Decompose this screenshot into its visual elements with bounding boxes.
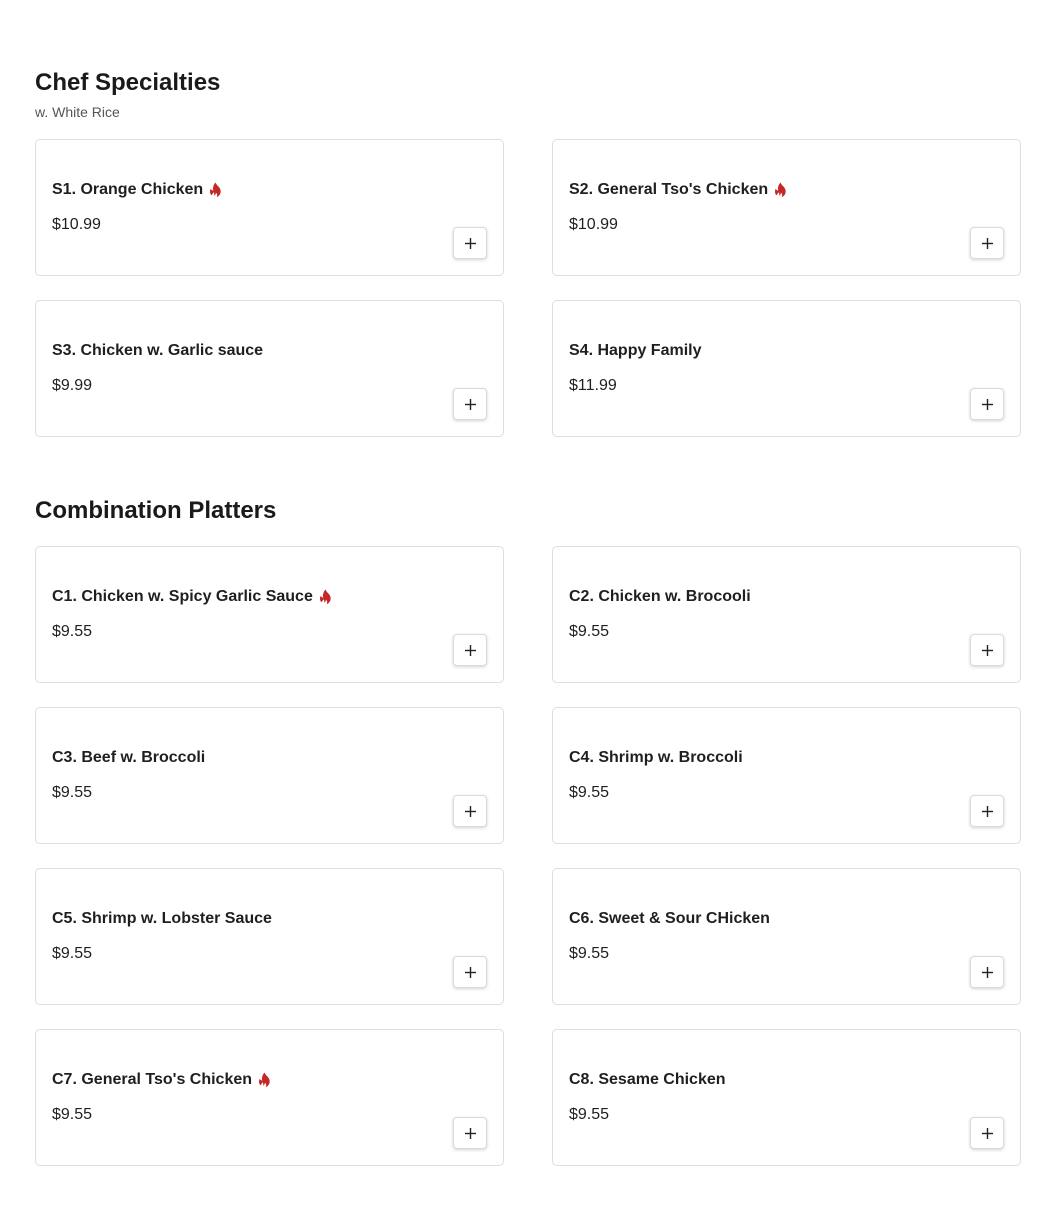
menu-item-price: $10.99 xyxy=(52,216,101,233)
menu-item-price: $10.99 xyxy=(569,216,618,233)
add-to-cart-button[interactable] xyxy=(453,634,487,666)
menu-item-price: $9.55 xyxy=(569,623,610,640)
menu-item-name-text: C5. Shrimp w. Lobster Sauce xyxy=(52,910,272,927)
section-subtitle: w. White Rice xyxy=(35,104,120,120)
plus-icon xyxy=(465,399,476,410)
menu-item-name-text: S4. Happy Family xyxy=(569,342,702,359)
menu-item-card[interactable] xyxy=(552,546,1021,683)
plus-icon xyxy=(982,238,993,249)
menu-item-price: $11.99 xyxy=(569,377,617,394)
plus-icon xyxy=(465,645,476,656)
menu-item-price: $9.55 xyxy=(52,1106,93,1123)
menu-item-card[interactable] xyxy=(35,707,504,844)
menu-item-price: $9.55 xyxy=(569,1106,610,1123)
menu-item-name-text: C1. Chicken w. Spicy Garlic Sauce xyxy=(52,588,313,605)
add-to-cart-button[interactable] xyxy=(453,388,487,420)
plus-icon xyxy=(982,1128,993,1139)
add-to-cart-button[interactable] xyxy=(970,956,1004,988)
menu-item-name-text: C6. Sweet & Sour CHicken xyxy=(569,910,770,927)
plus-icon xyxy=(465,967,476,978)
menu-item-card[interactable] xyxy=(552,868,1021,1005)
add-to-cart-button[interactable] xyxy=(970,634,1004,666)
menu-item-card[interactable] xyxy=(35,546,504,683)
add-to-cart-button[interactable] xyxy=(453,227,487,259)
menu-item-name xyxy=(52,1070,271,1090)
add-to-cart-button[interactable] xyxy=(970,388,1004,420)
plus-icon xyxy=(982,399,993,410)
menu-item-name xyxy=(569,341,702,361)
menu-item-name-text: S2. General Tso's Chicken xyxy=(569,181,769,198)
plus-icon xyxy=(982,645,993,656)
menu-item-price: $9.55 xyxy=(569,945,610,962)
menu-item-card[interactable] xyxy=(552,300,1021,437)
section-combination-platters xyxy=(35,496,1021,1123)
section-title: Combination Platters xyxy=(35,497,277,524)
menu-item-card[interactable] xyxy=(552,139,1021,276)
menu-item-name xyxy=(52,341,263,361)
menu-item-card[interactable] xyxy=(35,300,504,437)
menu-grid xyxy=(35,546,1021,1166)
menu-item-name-text: C3. Beef w. Broccoli xyxy=(52,749,206,766)
menu-item-name xyxy=(569,748,743,768)
menu-item-name xyxy=(52,748,205,768)
add-to-cart-button[interactable] xyxy=(453,956,487,988)
menu-item-name xyxy=(569,909,770,929)
menu-item-name xyxy=(52,587,332,607)
menu-item-name-text: C4. Shrimp w. Broccoli xyxy=(569,749,743,766)
plus-icon xyxy=(982,967,993,978)
add-to-cart-button[interactable] xyxy=(970,1117,1004,1149)
add-to-cart-button[interactable] xyxy=(453,795,487,827)
menu-item-price: $9.55 xyxy=(52,784,93,801)
menu-grid xyxy=(35,139,1021,437)
menu-item-card[interactable] xyxy=(552,707,1021,844)
menu-item-price: $9.55 xyxy=(52,945,93,962)
menu-item-name-text: C7. General Tso's Chicken xyxy=(52,1071,253,1088)
add-to-cart-button[interactable] xyxy=(453,1117,487,1149)
flame-icon xyxy=(209,182,222,198)
menu-item-card[interactable] xyxy=(35,868,504,1005)
add-to-cart-button[interactable] xyxy=(970,227,1004,259)
menu-item-price: $9.99 xyxy=(52,377,93,394)
flame-icon xyxy=(258,1072,271,1088)
plus-icon xyxy=(465,1128,476,1139)
menu-item-name-text: C2. Chicken w. Brocooli xyxy=(569,588,751,605)
menu-item-card[interactable] xyxy=(552,1029,1021,1166)
section-title: Chef Specialties xyxy=(35,69,221,96)
menu-item-name xyxy=(52,180,222,200)
menu-item-name xyxy=(52,909,272,929)
menu-item-card[interactable] xyxy=(35,139,504,276)
menu-item-name xyxy=(569,587,751,607)
menu-item-name-text: S1. Orange Chicken xyxy=(52,181,204,198)
plus-icon xyxy=(465,238,476,249)
menu-item-card[interactable] xyxy=(35,1029,504,1166)
menu-item-price: $9.55 xyxy=(569,784,610,801)
menu-item-name-text: S3. Chicken w. Garlic sauce xyxy=(52,342,264,359)
menu-item-name-text: C8. Sesame Chicken xyxy=(569,1071,726,1088)
plus-icon xyxy=(465,806,476,817)
menu-item-name xyxy=(569,180,787,200)
flame-icon xyxy=(774,182,787,198)
menu-item-price: $9.55 xyxy=(52,623,93,640)
plus-icon xyxy=(982,806,993,817)
add-to-cart-button[interactable] xyxy=(970,795,1004,827)
section-chef-specialties xyxy=(35,68,1021,394)
flame-icon xyxy=(319,589,332,605)
menu-item-name xyxy=(569,1070,726,1090)
